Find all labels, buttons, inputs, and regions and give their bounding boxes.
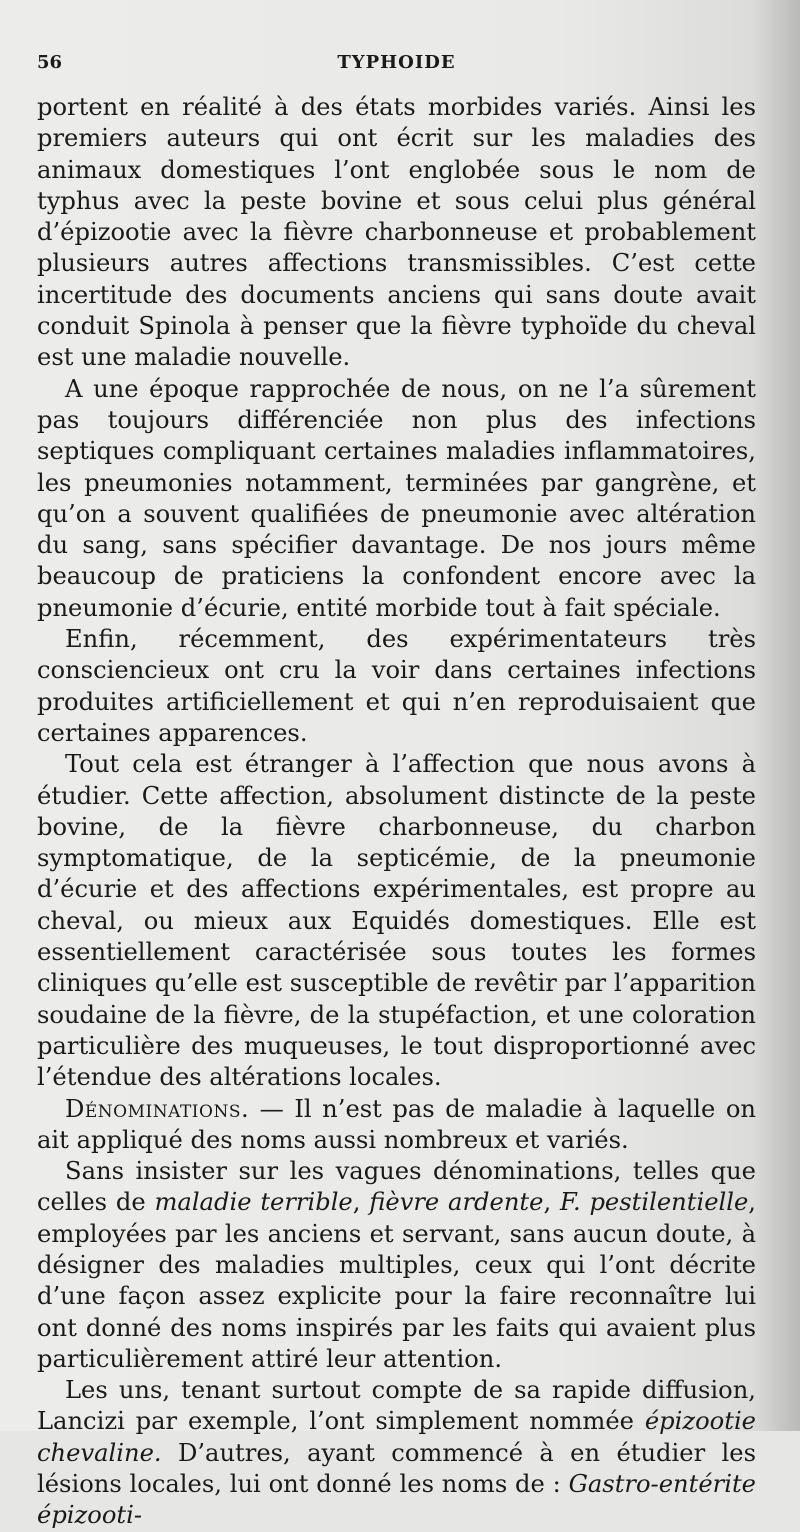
section-heading-denominations: Dénominations. (65, 1094, 250, 1123)
paragraph-6 (37, 1156, 756, 1375)
page-number: 56 (37, 52, 63, 73)
paragraph-4: Tout cela est étranger à l’affection que nous avons à étudier. Cette affection, absolument distincte de la peste bovine, de la fièvre charbonneuse, du charbon symptomatique, de la septicémie, de la pneumonie d’écurie et des affections expérimentales, est propre au cheval, ou mieux aux Equidés domestiques. Elle est essentiellement caractérisée sous toutes les formes cliniques qu’elle est susceptible de revêtir par l’apparition soudaine de la fièvre, de la stupéfaction, et une coloration particulière des muqueuses, le tout disproportionné avec l’étendue des altérations locales. (37, 750, 756, 1092)
italic-term-f-pestilentielle: F. pestilentielle (559, 1188, 749, 1217)
paragraph-5-text: — Il n’est pas de maladie à laquelle on ait appliqué des noms aussi nombreux et variés. (37, 1094, 756, 1154)
paragraph-2: A une époque rapprochée de nous, on ne l’a sûrement pas toujours différenciée non plus des infections septiques compliquant certaines maladies inflammatoires, les pneumonies notamment, terminées par gangrène, et qu’on a souvent qualifiées de pneumonie avec altération du sang, sans spécifier davantage. De nos jours même beaucoup de praticiens la confondent encore avec la pneumonie d’écurie, entité morbide tout à fait spéciale. (37, 374, 756, 622)
italic-term-epizootie-chevaline: épizootie chevaline. (37, 1407, 756, 1467)
italic-term-maladie-terrible: maladie terrible (154, 1188, 353, 1217)
running-title: TYPHOIDE (337, 52, 456, 73)
paragraph-3: Enfin, récemment, des expérimentateurs très consciencieux ont cru la voir dans certaines infections produites artificiellement et qui n’en reproduisaient que certaines apparences. (37, 625, 756, 747)
paragraph-6-text-d: , employées par les anciens et servant, sans aucun doute, à désigner des maladies multiples, ceux qui l’ont décrite d’une façon assez explicite pour la faire reconnaître lui ont donné des noms inspirés par les faits qui avaient plus particulièrement attiré leur attention. (37, 1188, 756, 1373)
paragraph-5 (37, 1094, 756, 1157)
running-header (37, 52, 756, 92)
paragraph-6-text-a: Sans insister sur les vagues dénominations, telles que celles de (37, 1157, 756, 1217)
paragraph-6-sep-1: , (352, 1188, 370, 1217)
italic-term-fievre-ardente: fièvre ardente (369, 1188, 544, 1217)
paragraph-7 (37, 1375, 756, 1531)
paragraph-6-sep-2: , (543, 1188, 560, 1217)
page-body (37, 92, 756, 1532)
paragraph-1: portent en réalité à des états morbides variés. Ainsi les premiers auteurs qui ont écrit sur les maladies des animaux domestiques l’ont englobée sous le nom de typhus avec la peste bovine et sous celui plus général d’épizootie avec la fièvre charbonneuse et probablement plusieurs autres affections transmissibles. C’est cette incertitude des documents anciens qui sans doute avait conduit Spinola à penser que la fièvre typhoïde du cheval est une maladie nouvelle. (37, 93, 756, 372)
italic-term-gastro-enterite: Gastro-entérite épizooti- (37, 1470, 756, 1530)
paragraph-7-text-a: Les uns, tenant surtout compte de sa rapide diffusion, Lancizi par exemple, l’ont simplement nommée (37, 1376, 756, 1436)
paragraph-7-text-b: D’autres, ayant commencé à en étudier les lésions locales, lui ont donné les noms de : (37, 1438, 756, 1499)
